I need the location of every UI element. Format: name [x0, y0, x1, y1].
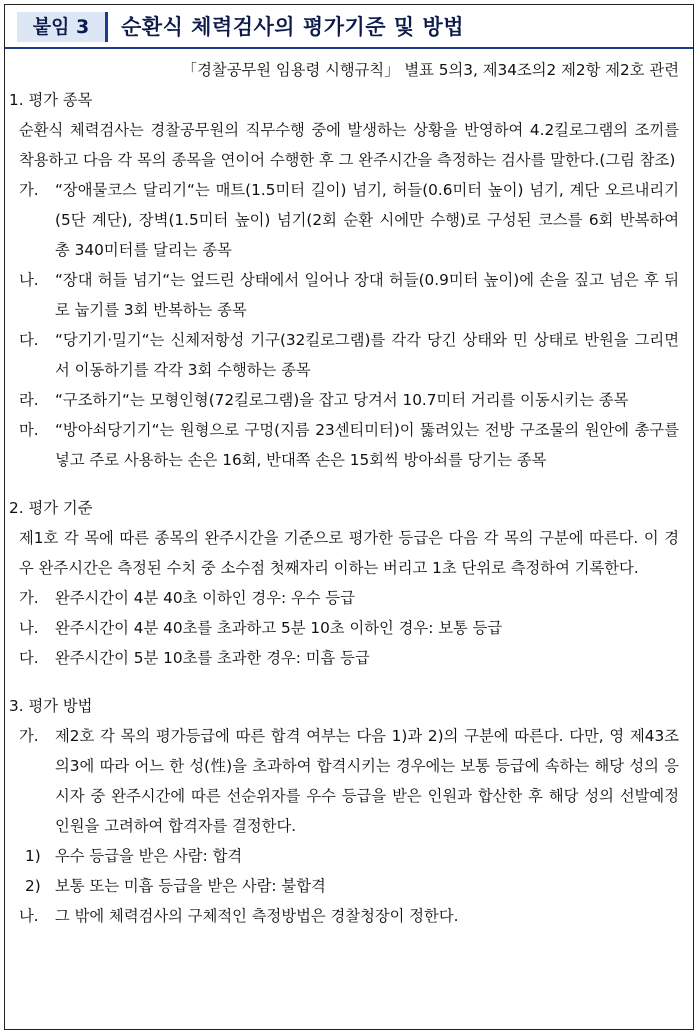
- section-2-item: [19, 643, 679, 673]
- section-2-title: 2. 평가 기준: [9, 499, 93, 517]
- section-1-item: [19, 415, 679, 475]
- item-marker: 가.: [19, 181, 39, 199]
- item-marker: 마.: [19, 421, 39, 439]
- section-3-title: 3. 평가 방법: [9, 697, 93, 715]
- document-body: [5, 49, 693, 931]
- item-text: 완주시간이 4분 40초 이하인 경우: 우수 등급: [55, 589, 355, 607]
- section-3-item: [19, 721, 679, 841]
- item-text: 제2호 각 목의 평가등급에 따른 합격 여부는 다음 1)과 2)의 구분에 따른다. 다만, 영 제43조의3에 따라 어느 한 성(性)을 초과하여 합격시키는 경우에는 보통 등급에 속하는 해당 성의 응시자 중 완주시간에 따른 선순위자를 우수 등급을 받은 인원과 합산한 후 해당 성의 선발예정 인원을 고려하여 합격자를 결정한다.: [55, 727, 679, 835]
- attachment-tag: 붙임 3: [17, 12, 108, 42]
- section-3-item: [19, 901, 679, 931]
- item-text: “당기기·밀기“는 신체저항성 기구(32킬로그램)를 각각 당긴 상태와 민 상태로 반원을 그리면서 이동하기를 각각 3회 수행하는 종목: [55, 331, 679, 379]
- item-marker: 나.: [19, 619, 39, 637]
- item-marker: 라.: [19, 391, 39, 409]
- item-text: “구조하기“는 모형인형(72킬로그램)을 잡고 당겨서 10.7미터 거리를 이동시키는 종목: [55, 391, 629, 409]
- section-1-intro: 순환식 체력검사는 경찰공무원의 직무수행 중에 발생하는 상황을 반영하여 4.2킬로그램의 조끼를 착용하고 다음 각 목의 종목을 연이어 수행한 후 그 완주시간을 측정하는 검사를 말한다.(그림 참조): [19, 121, 679, 169]
- section-1-item: [19, 265, 679, 325]
- sub-item-text: 우수 등급을 받은 사람: 합격: [55, 847, 243, 865]
- item-text: 완주시간이 5분 10초를 초과한 경우: 미흡 등급: [55, 649, 370, 667]
- sub-item-marker: 1): [25, 847, 41, 865]
- item-marker: 다.: [19, 331, 39, 349]
- item-text: “장애물코스 달리기“는 매트(1.5미터 길이) 넘기, 허들(0.6미터 높이) 넘기, 계단 오르내리기(5단 계단), 장벽(1.5미터 높이) 넘기(2회 순환 시에만 수행)로 구성된 코스를 6회 반복하여 총 340미터를 달리는 종목: [55, 181, 679, 259]
- legal-reference: 「경찰공무원 임용령 시행규칙」 별표 5의3, 제34조의2 제2항 제2호 관련: [181, 61, 679, 79]
- item-text: 그 밖에 체력검사의 구체적인 측정방법은 경찰청장이 정한다.: [55, 907, 459, 925]
- section-3-sub-item: [25, 871, 679, 901]
- item-text: “장대 허들 넘기“는 엎드린 상태에서 일어나 장대 허들(0.9미터 높이)에 손을 짚고 넘은 후 뒤로 눕기를 3회 반복하는 종목: [55, 271, 679, 319]
- document-page: [4, 4, 694, 1030]
- item-marker: 가.: [19, 727, 39, 745]
- sub-item-text: 보통 또는 미흡 등급을 받은 사람: 불합격: [55, 877, 326, 895]
- section-2-item: [19, 583, 679, 613]
- item-marker: 가.: [19, 589, 39, 607]
- item-text: “방아쇠당기기“는 원형으로 구멍(지름 23센티미터)이 뚫려있는 전방 구조물의 원안에 총구를 넣고 주로 사용하는 손은 16회, 반대쪽 손은 15회씩 방아쇠를 당기는 종목: [55, 421, 679, 469]
- document-title: 순환식 체력검사의 평가기준 및 방법: [121, 15, 465, 39]
- section-1-item: [19, 325, 679, 385]
- section-1-item: [19, 385, 679, 415]
- item-marker: 나.: [19, 907, 39, 925]
- section-1-title: 1. 평가 종목: [9, 91, 93, 109]
- section-2-item: [19, 613, 679, 643]
- section-2-intro: 제1호 각 목에 따른 종목의 완주시간을 기준으로 평가한 등급은 다음 각 목의 구분에 따른다. 이 경우 완주시간은 측정된 수치 중 소수점 첫째자리 이하는 버리고 1초 단위로 측정하여 기록한다.: [19, 529, 679, 577]
- section-3-sub-item: [25, 841, 679, 871]
- item-text: 완주시간이 4분 40초를 초과하고 5분 10초 이하인 경우: 보통 등급: [55, 619, 503, 637]
- item-marker: 다.: [19, 649, 39, 667]
- document-header: [5, 5, 693, 49]
- item-marker: 나.: [19, 271, 39, 289]
- section-1-item: [19, 175, 679, 265]
- sub-item-marker: 2): [25, 877, 41, 895]
